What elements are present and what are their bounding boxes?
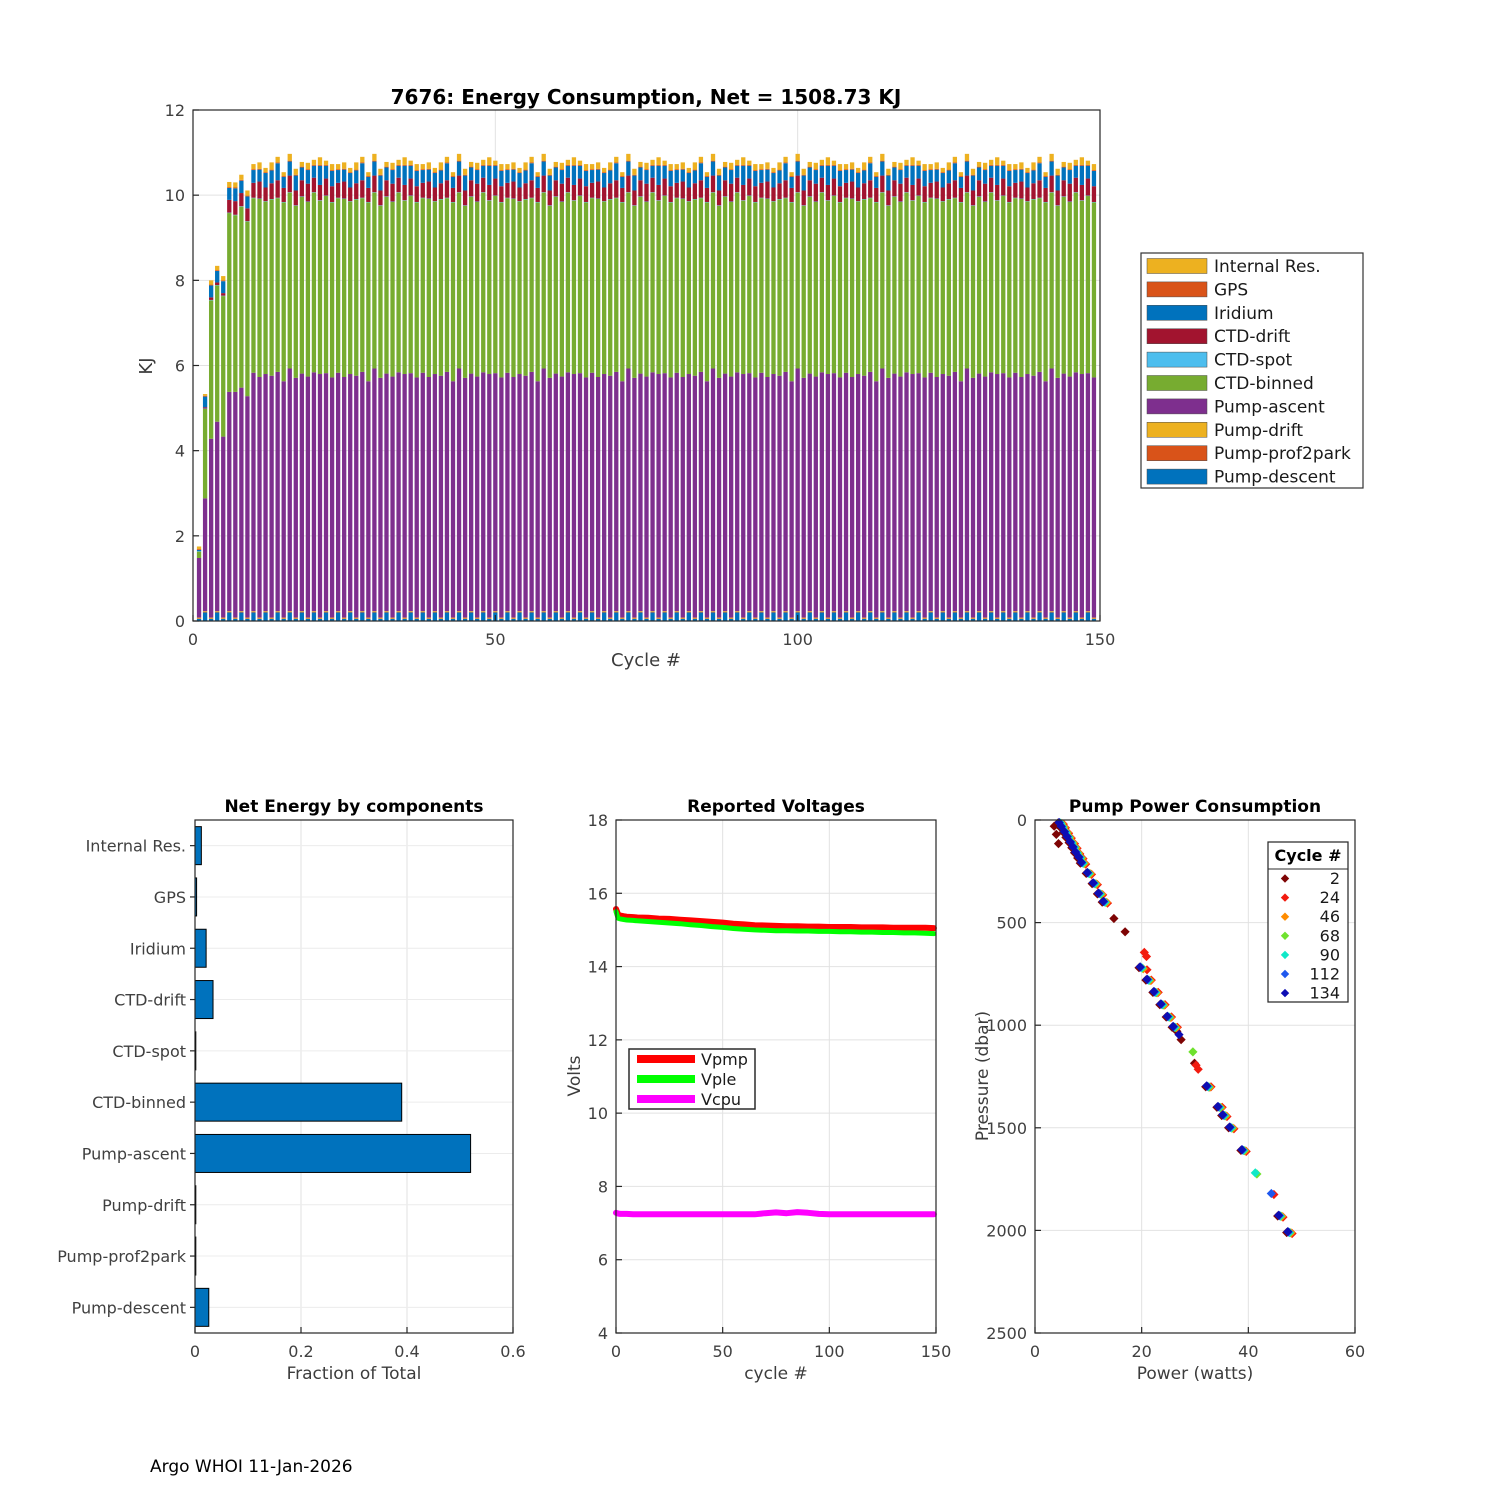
components-xlabel: Fraction of Total — [287, 1364, 422, 1384]
svg-text:Internal Res.: Internal Res. — [86, 837, 186, 856]
svg-text:112: 112 — [1309, 965, 1340, 984]
svg-text:150: 150 — [921, 1342, 952, 1361]
svg-text:46: 46 — [1320, 907, 1340, 926]
svg-text:60: 60 — [1345, 1342, 1365, 1361]
svg-text:Pump-prof2park: Pump-prof2park — [57, 1247, 187, 1266]
pump-chart-title: Pump Power Consumption — [1069, 797, 1321, 817]
svg-text:10: 10 — [588, 1104, 608, 1123]
svg-text:Pump-ascent: Pump-ascent — [82, 1144, 186, 1163]
svg-text:Pump-descent: Pump-descent — [1214, 468, 1336, 488]
svg-text:150: 150 — [1085, 630, 1116, 649]
pump-chart — [973, 797, 1365, 1384]
svg-text:40: 40 — [1238, 1342, 1258, 1361]
energy-plot-area — [165, 101, 1116, 649]
svg-text:2500: 2500 — [986, 1324, 1027, 1343]
svg-text:Vpmp: Vpmp — [701, 1050, 748, 1069]
pump-xlabel: Power (watts) — [1137, 1364, 1254, 1384]
components-chart — [57, 797, 526, 1384]
axis-ticks — [190, 1327, 526, 1361]
svg-text:1500: 1500 — [986, 1119, 1027, 1138]
svg-text:Iridium: Iridium — [1214, 304, 1274, 324]
svg-text:2: 2 — [175, 527, 185, 546]
voltages-chart-title: Reported Voltages — [687, 797, 865, 817]
svg-text:CTD-spot: CTD-spot — [1214, 351, 1293, 371]
svg-text:CTD-spot: CTD-spot — [112, 1042, 186, 1061]
components-plot-area — [57, 820, 526, 1361]
voltages-legend — [629, 1049, 755, 1109]
svg-text:50: 50 — [712, 1342, 732, 1361]
pump-legend — [1268, 842, 1348, 1003]
energy-legend — [1141, 253, 1363, 488]
svg-text:Internal Res.: Internal Res. — [1214, 257, 1321, 277]
svg-text:0: 0 — [188, 630, 198, 649]
svg-text:8: 8 — [598, 1177, 608, 1196]
svg-text:2000: 2000 — [986, 1221, 1027, 1240]
svg-text:CTD-drift: CTD-drift — [114, 991, 186, 1010]
energy-ylabel: KJ — [136, 357, 157, 374]
svg-text:100: 100 — [814, 1342, 845, 1361]
svg-text:Pump-descent: Pump-descent — [72, 1298, 186, 1317]
svg-text:0: 0 — [1017, 811, 1027, 830]
svg-text:134: 134 — [1309, 984, 1340, 1003]
svg-text:0.4: 0.4 — [394, 1342, 419, 1361]
category-labels — [57, 837, 195, 1318]
pump-scatter-points — [1050, 818, 1297, 1238]
svg-text:16: 16 — [588, 884, 608, 903]
components-chart-title: Net Energy by components — [224, 797, 483, 817]
svg-text:Pump-prof2park: Pump-prof2park — [1214, 444, 1351, 464]
gridlines — [195, 820, 513, 1333]
svg-text:4: 4 — [598, 1324, 608, 1343]
svg-text:6: 6 — [598, 1251, 608, 1270]
svg-text:24: 24 — [1320, 888, 1340, 907]
svg-text:20: 20 — [1131, 1342, 1151, 1361]
energy-chart-title: 7676: Energy Consumption, Net = 1508.73 KJ — [391, 85, 902, 109]
svg-text:100: 100 — [782, 630, 813, 649]
pump-ylabel: Pressure (dbar) — [973, 1011, 993, 1141]
line-vple — [616, 912, 934, 934]
svg-text:2: 2 — [1330, 869, 1340, 888]
components-bars — [195, 827, 471, 1327]
svg-text:0.6: 0.6 — [500, 1342, 525, 1361]
svg-text:90: 90 — [1320, 945, 1340, 964]
voltages-xlabel: cycle # — [744, 1364, 808, 1384]
svg-text:Vple: Vple — [701, 1070, 736, 1089]
svg-text:68: 68 — [1320, 926, 1340, 945]
svg-text:6: 6 — [175, 357, 185, 376]
svg-text:Vcpu: Vcpu — [701, 1090, 741, 1109]
energy-bars — [197, 154, 1096, 621]
svg-text:Pump-drift: Pump-drift — [102, 1196, 186, 1215]
energy-xlabel: Cycle # — [611, 650, 681, 671]
line-vcpu — [616, 1212, 934, 1214]
svg-text:0.2: 0.2 — [288, 1342, 313, 1361]
svg-text:Pump-drift: Pump-drift — [1214, 421, 1303, 441]
svg-text:CTD-binned: CTD-binned — [1214, 374, 1314, 394]
energy-chart — [136, 85, 1363, 671]
svg-text:CTD-drift: CTD-drift — [1214, 327, 1291, 347]
svg-text:50: 50 — [485, 630, 505, 649]
svg-text:Pump-ascent: Pump-ascent — [1214, 397, 1325, 417]
svg-text:18: 18 — [588, 811, 608, 830]
svg-text:GPS: GPS — [154, 888, 186, 907]
svg-text:14: 14 — [588, 958, 608, 977]
svg-text:1000: 1000 — [986, 1016, 1027, 1035]
svg-text:8: 8 — [175, 271, 185, 290]
svg-text:0: 0 — [611, 1342, 621, 1361]
pump-legend-title: Cycle # — [1275, 846, 1342, 865]
svg-text:500: 500 — [996, 914, 1027, 933]
svg-text:0: 0 — [190, 1342, 200, 1361]
voltages-ylabel: Volts — [565, 1055, 585, 1096]
svg-text:CTD-binned: CTD-binned — [92, 1093, 186, 1112]
line-vpmp — [616, 909, 934, 928]
svg-text:0: 0 — [1030, 1342, 1040, 1361]
svg-text:Iridium: Iridium — [130, 939, 186, 958]
voltages-chart — [565, 797, 951, 1384]
svg-text:10: 10 — [165, 186, 185, 205]
svg-text:12: 12 — [588, 1031, 608, 1050]
svg-text:12: 12 — [165, 101, 185, 120]
svg-text:4: 4 — [175, 442, 185, 461]
footer-note: Argo WHOI 11-Jan-2026 — [150, 1457, 353, 1477]
svg-text:0: 0 — [175, 612, 185, 631]
svg-text:GPS: GPS — [1214, 280, 1248, 300]
